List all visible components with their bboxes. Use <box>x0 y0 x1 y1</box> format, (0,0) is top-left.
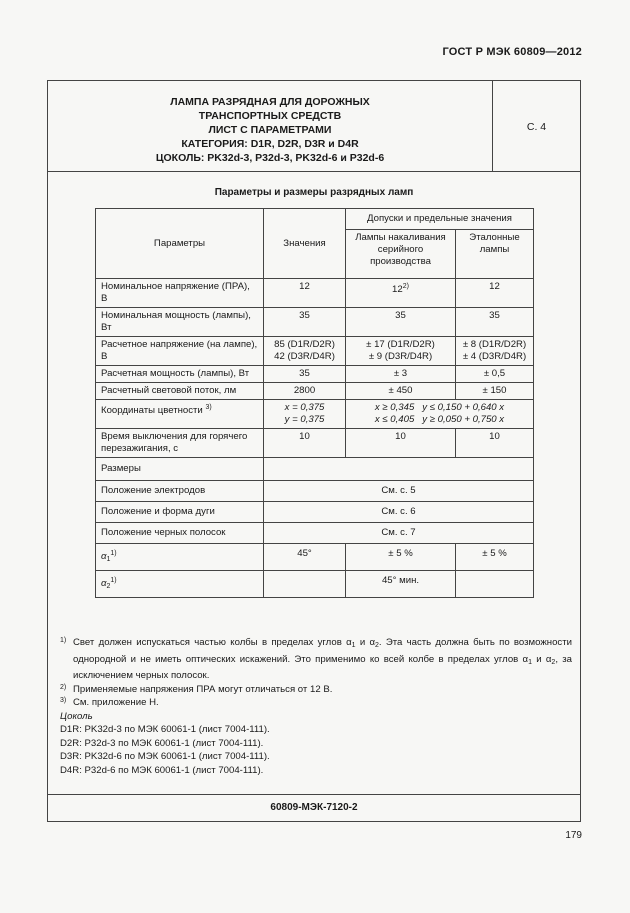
alpha-subscript: 1 <box>528 658 532 666</box>
alpha-subscript: 2 <box>106 583 111 590</box>
alpha-symbol: α <box>101 551 107 562</box>
table-row <box>96 544 534 571</box>
row-label: Расчетная мощность (лампы), Вт <box>96 366 264 383</box>
header-reference: Эталонные лампы <box>456 230 534 279</box>
sheet-header <box>48 81 580 172</box>
footnote-text: Применяемые напряжения ПРА могут отличаться от 12 В. <box>73 683 333 695</box>
row-reference: 35 <box>456 308 534 337</box>
row-reference: ± 5 % <box>456 544 534 571</box>
row-value: 35 <box>264 366 346 383</box>
parameters-table <box>95 208 534 598</box>
value-line: x ≤ 0,405 y ≥ 0,050 + 0,750 x <box>374 414 505 425</box>
row-label <box>96 544 264 571</box>
cap-line: D2R: P32d-3 по МЭК 60061-1 (лист 7004-111). <box>60 737 264 749</box>
alpha-subscript: 1 <box>106 556 111 563</box>
footnote-ref: 2) <box>402 283 409 290</box>
table-row <box>96 571 534 598</box>
row-value: См. с. 7 <box>264 523 534 544</box>
cap-line: D1R: PK32d-3 по МЭК 60061-1 (лист 7004-111). <box>60 724 270 735</box>
value-line: x ≥ 0,345 y ≤ 0,150 + 0,640 x <box>374 402 505 413</box>
label-text: Координаты цветности <box>101 405 203 416</box>
page-number: 179 <box>565 830 582 841</box>
table-row <box>96 523 534 544</box>
section-title: Параметры и размеры разрядных ламп <box>214 187 414 198</box>
table-row <box>96 308 534 337</box>
row-value <box>264 337 346 366</box>
footnote-text: Свет должен испускаться частью колбы в пределах углов α <box>73 637 352 648</box>
alpha-symbol: α <box>101 578 107 589</box>
value-line: ± 9 (D3R/D4R) <box>368 351 433 362</box>
table-row <box>96 502 534 523</box>
table-header-row <box>96 209 534 230</box>
row-value: См. с. 5 <box>264 481 534 502</box>
row-label: Положение черных полосок <box>96 523 264 544</box>
cap-heading: Цоколь <box>60 710 93 722</box>
serial-value: 12 <box>392 284 403 295</box>
footnote-text: См. приложение Н. <box>73 697 159 708</box>
row-label: Номинальное напряжение (ПРА), В <box>96 279 264 308</box>
sheet-frame <box>47 80 581 822</box>
row-reference: 12 <box>456 279 534 308</box>
row-label: Расчетный световой поток, лм <box>96 383 264 400</box>
header-values: Значения <box>264 209 346 279</box>
row-serial: 35 <box>346 308 456 337</box>
row-reference: 10 <box>456 429 534 458</box>
row-empty <box>264 571 346 598</box>
row-label: Размеры <box>96 458 264 481</box>
value-line: x = 0,375 <box>284 402 325 413</box>
row-serial <box>346 279 456 308</box>
header-tolerances: Допуски и предельные значения <box>346 209 534 230</box>
table-row <box>96 337 534 366</box>
table-row <box>96 429 534 458</box>
row-reference: ± 0,5 <box>456 366 534 383</box>
footnote-3 <box>60 696 572 710</box>
footnote-marker: 3) <box>60 697 67 704</box>
footnote-marker: 2) <box>60 683 67 691</box>
footnote-text: и α <box>355 637 375 648</box>
alpha-subscript: 2 <box>375 642 379 649</box>
value-line: 85 (D1R/D2R) <box>274 339 335 350</box>
row-reference <box>456 337 534 366</box>
row-label: Положение электродов <box>96 481 264 502</box>
row-empty <box>264 458 534 481</box>
row-serial: 10 <box>346 429 456 458</box>
table-row <box>96 366 534 383</box>
row-label: Номинальная мощность (лампы), Вт <box>96 308 264 337</box>
footnote-text: и α <box>532 653 552 665</box>
header-serial: Лампы накаливания серийного производства <box>346 230 456 279</box>
title-line: ТРАНСПОРТНЫХ СРЕДСТВ <box>198 110 342 122</box>
footnotes <box>60 636 572 777</box>
footnote-2 <box>60 683 572 697</box>
value-line: y = 0,375 <box>284 414 325 425</box>
value-line: ± 4 (D3R/D4R) <box>462 351 527 362</box>
alpha-subscript: 1 <box>351 642 356 649</box>
row-serial: ± 5 % <box>346 544 456 571</box>
table-row <box>96 383 534 400</box>
row-serial: ± 450 <box>346 383 456 400</box>
sheet-title <box>48 95 492 165</box>
alpha-subscript: 2 <box>551 658 556 666</box>
title-line: ЛАМПА РАЗРЯДНАЯ ДЛЯ ДОРОЖНЫХ <box>170 96 370 108</box>
footnote-1 <box>60 636 572 683</box>
footnote-text: . Эта часть должна быть по возможности однородной и не иметь оптических искажений. Это применимо ко всей колбе в пределах углов α <box>73 637 572 665</box>
footnote-ref: 1) <box>110 577 117 584</box>
footnote-marker: 1) <box>60 637 67 644</box>
footnote-ref: 3) <box>205 404 212 411</box>
row-value: 12 <box>264 279 346 308</box>
table-row <box>96 481 534 502</box>
header-params: Параметры <box>96 209 264 279</box>
title-line: КАТЕГОРИЯ: D1R, D2R, D3R и D4R <box>181 138 359 150</box>
row-value <box>264 400 346 429</box>
cap-line: D3R: PK32d-6 по МЭК 60061-1 (лист 7004-111). <box>60 751 270 762</box>
row-tolerance <box>346 400 534 429</box>
cap-line: D4R: P32d-6 по МЭК 60061-1 (лист 7004-111). <box>60 764 264 776</box>
row-value: 45° <box>264 544 346 571</box>
row-value: 2800 <box>264 383 346 400</box>
row-serial <box>346 337 456 366</box>
footer-divider <box>48 794 580 795</box>
row-serial: ± 3 <box>346 366 456 383</box>
row-label: Время выключения для горячего перезажигания, с <box>96 429 264 458</box>
footnote-ref: 1) <box>110 550 117 557</box>
table-row <box>96 458 534 481</box>
row-value: См. с. 6 <box>264 502 534 523</box>
title-line: ЦОКОЛЬ: PK32d-3, P32d-3, PK32d-6 и P32d-6 <box>155 152 385 164</box>
row-value: 10 <box>264 429 346 458</box>
header-page-ref: С. 4 <box>526 121 547 133</box>
row-value: 35 <box>264 308 346 337</box>
table-row <box>96 279 534 308</box>
value-line: ± 8 (D1R/D2R) <box>462 339 527 350</box>
sheet-code: 60809-МЭК-7120-2 <box>270 802 358 813</box>
value-line: 42 (D3R/D4R) <box>274 351 335 362</box>
row-empty <box>456 571 534 598</box>
table-row <box>96 400 534 429</box>
row-label <box>96 400 264 429</box>
row-serial: 45° мин. <box>346 571 456 598</box>
row-reference: ± 150 <box>456 383 534 400</box>
standard-code: ГОСТ Р МЭК 60809—2012 <box>442 46 582 58</box>
row-label <box>96 571 264 598</box>
value-line: ± 17 (D1R/D2R) <box>366 339 435 350</box>
footnote-text: , за исключением черных полосок. <box>73 653 572 681</box>
row-label: Расчетное напряжение (на лампе), В <box>96 337 264 366</box>
row-label: Положение и форма дуги <box>96 502 264 523</box>
title-line: ЛИСТ С ПАРАМЕТРАМИ <box>208 124 332 136</box>
